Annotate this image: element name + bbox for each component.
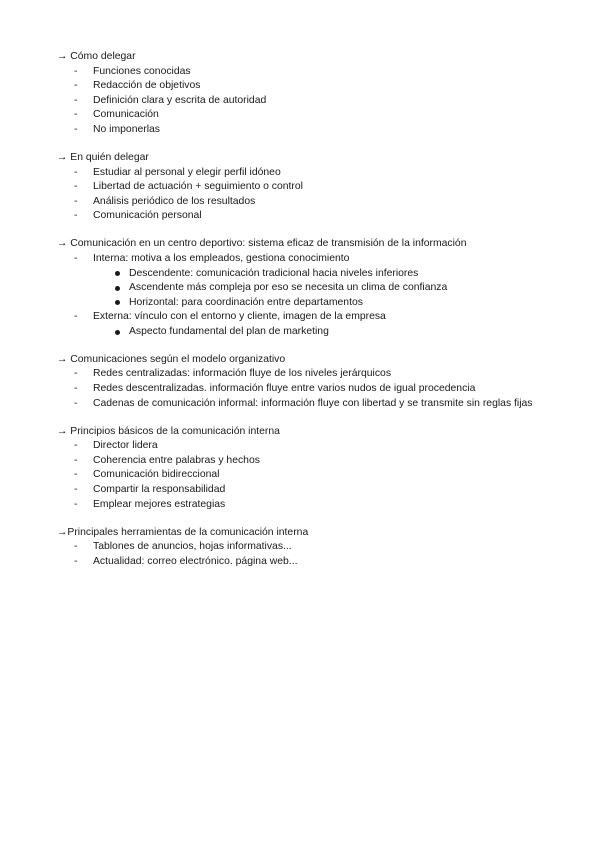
list-item (57, 180, 557, 195)
sub-list-item-text: Descendente: comunicación tradicional hacia niveles inferiores (129, 267, 419, 279)
list-item-text: Interna: motiva a los empleados, gestiona conocimiento (93, 252, 350, 264)
sub-list-item (57, 281, 557, 296)
sub-list-item-text: Horizontal: para coordinación entre departamentos (129, 296, 363, 308)
list-item-text: Redes centralizadas: información fluye de los niveles jerárquicos (93, 368, 392, 380)
section-heading: →Principales herramientas de la comunicación interna (57, 526, 309, 538)
list-item (57, 540, 557, 555)
item-list (57, 540, 557, 569)
section (57, 151, 557, 224)
bullet-dot-icon (115, 330, 120, 335)
section-heading: → En quién delegar (57, 151, 149, 163)
dash-bullet-icon: - (74, 210, 78, 222)
item-list (57, 166, 557, 224)
list-item-text: Redes descentralizadas. información fluye entre varios nudos de igual procedencia (93, 383, 476, 395)
bullet-dot-icon (115, 271, 120, 276)
section (57, 353, 557, 411)
list-item (57, 555, 557, 570)
dash-bullet-icon: - (74, 454, 78, 466)
section-heading: → Comunicación en un centro deportivo: sistema eficaz de transmisión de la información (57, 238, 467, 250)
sub-list-item (57, 296, 557, 311)
list-item (57, 65, 557, 80)
list-item (57, 166, 557, 181)
list-item (57, 367, 557, 382)
list-item (57, 108, 557, 123)
section-heading: → Comunicaciones según el modelo organizativo (57, 353, 286, 365)
dash-bullet-icon: - (74, 541, 78, 553)
list-item-text: Actualidad: correo electrónico. página web... (93, 555, 298, 567)
section-heading: → Cómo delegar (57, 51, 136, 62)
dash-bullet-icon: - (74, 65, 78, 77)
dash-bullet-icon: - (74, 383, 78, 395)
dash-bullet-icon: - (74, 252, 78, 264)
list-item-text: Definición clara y escrita de autoridad (93, 94, 267, 106)
dash-bullet-icon: - (74, 498, 78, 510)
list-item-text: Tablones de anuncios, hojas informativas... (93, 541, 292, 553)
dash-bullet-icon: - (74, 484, 78, 495)
dash-bullet-icon: - (74, 109, 78, 121)
bullet-dot-icon (115, 300, 120, 305)
dash-bullet-icon: - (74, 440, 78, 452)
list-item (57, 310, 557, 339)
list-item (57, 209, 557, 224)
section (57, 50, 557, 138)
list-item (57, 79, 557, 94)
dash-bullet-icon: - (74, 123, 78, 135)
list-item (57, 195, 557, 210)
list-item-text: No imponerlas (93, 123, 160, 135)
list-item (57, 498, 557, 513)
dash-bullet-icon: - (74, 469, 78, 481)
dash-bullet-icon: - (74, 166, 78, 178)
sub-list (93, 325, 557, 340)
sub-list-item-text: Aspecto fundamental del plan de marketing (129, 325, 329, 337)
item-list (57, 367, 557, 411)
item-list (57, 252, 557, 340)
dash-bullet-icon: - (74, 80, 78, 92)
section (57, 237, 557, 339)
list-item-text: Estudiar al personal y elegir perfil idóneo (93, 166, 281, 178)
dash-bullet-icon: - (74, 94, 78, 106)
dash-bullet-icon: - (74, 555, 78, 567)
sub-list-item-text: Ascendente más compleja por eso se necesita un clima de confianza (129, 282, 448, 294)
list-item-text: Compartir la responsabilidad (93, 484, 226, 495)
section (57, 425, 557, 513)
list-item-text: Funciones conocidas (93, 65, 191, 77)
list-item (57, 382, 557, 397)
dash-bullet-icon: - (74, 195, 78, 207)
item-list (57, 439, 557, 512)
list-item-text: Comunicación (93, 109, 159, 121)
sub-list-item (57, 325, 557, 340)
list-item-text: Cadenas de comunicación informal: información fluye con libertad y se transmite sin reglas fijas (93, 397, 533, 409)
list-item (57, 468, 557, 483)
list-item-text: Emplear mejores estrategias (93, 498, 226, 510)
list-item-text: Redacción de objetivos (93, 80, 201, 92)
item-list (57, 65, 557, 138)
list-item-text: Externa: vínculo con el entorno y cliente, imagen de la empresa (93, 311, 386, 323)
list-item-text: Análisis periódico de los resultados (93, 195, 256, 207)
list-item-text: Director lidera (93, 440, 158, 452)
list-item-text: Coherencia entre palabras y hechos (93, 454, 260, 466)
dash-bullet-icon: - (74, 311, 78, 323)
list-item (57, 397, 557, 412)
list-item (57, 252, 557, 310)
section (57, 526, 557, 570)
sub-list (93, 267, 557, 311)
list-item (57, 94, 557, 109)
dash-bullet-icon: - (74, 368, 78, 380)
sub-list-item (57, 267, 557, 282)
list-item-text: Comunicación bidireccional (93, 469, 220, 481)
document-content (57, 50, 557, 583)
list-item-text: Comunicación personal (93, 210, 202, 222)
list-item-text: Libertad de actuación + seguimiento o control (93, 181, 303, 193)
dash-bullet-icon: - (74, 181, 78, 193)
bullet-dot-icon (115, 286, 120, 291)
list-item (57, 454, 557, 469)
list-item (57, 123, 557, 138)
list-item (57, 483, 557, 498)
list-item (57, 439, 557, 454)
section-heading: → Principios básicos de la comunicación interna (57, 425, 280, 437)
dash-bullet-icon: - (74, 397, 78, 409)
